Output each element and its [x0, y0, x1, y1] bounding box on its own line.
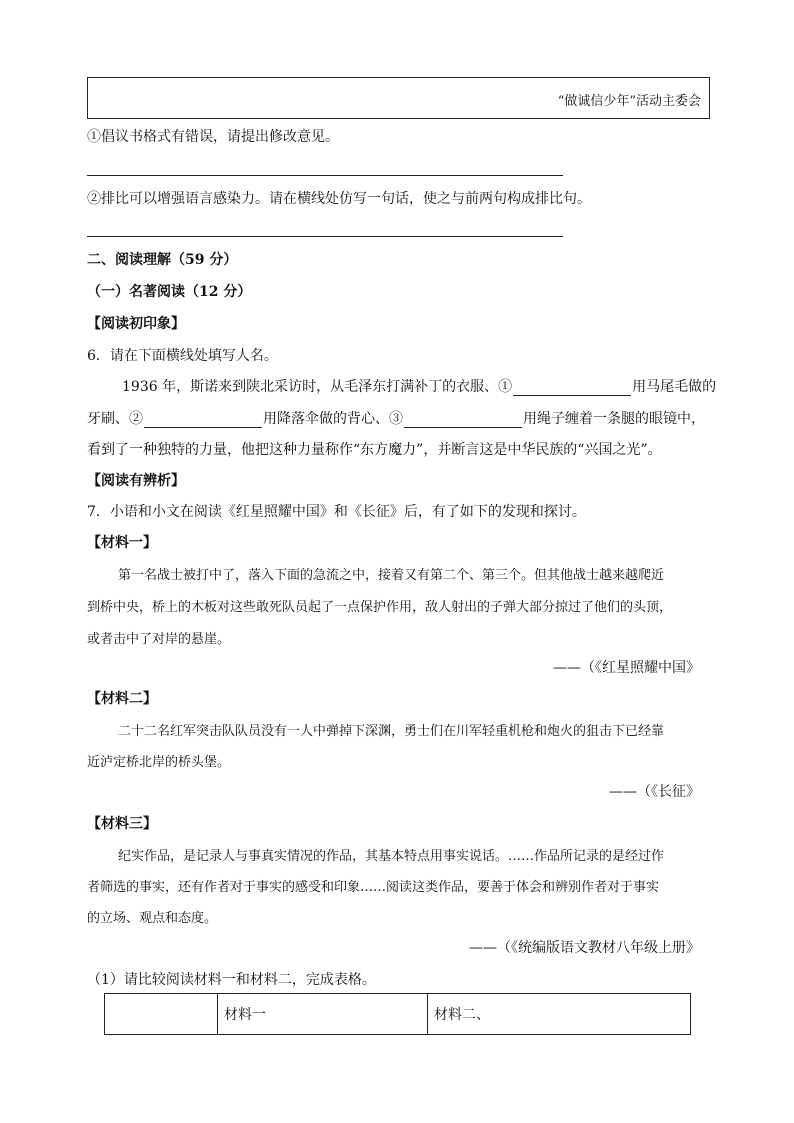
material-1-line: 或者击中了对岸的悬崖。 — [87, 632, 231, 647]
table-cell-empty[interactable] — [105, 994, 218, 1035]
q6-text: 牙刷、② — [87, 411, 143, 427]
q6-text: 1936 年，斯诺来到陕北采访时，从毛泽东打满补丁的衣服、① — [122, 379, 513, 395]
comparison-table — [104, 993, 691, 1035]
q6-text: 用降落伞做的背心、③ — [263, 411, 403, 427]
q6-line-3: 看到了一种独特的力量，他把这种力量称作“东方魔力”，并断言这是中华民族的“兴国之光”。 — [87, 442, 662, 458]
signature: “做诚信少年”活动主委会 — [557, 94, 701, 109]
material-1-line: 到桥中央，桥上的木板对这些敢死队员起了一点保护作用，敌人射出的子弹大部分掠过了他们的头顶， — [87, 600, 673, 615]
answer-line-1[interactable] — [87, 175, 563, 176]
letter-box — [87, 77, 710, 119]
q6-line-1 — [122, 376, 716, 396]
tag-analysis: 【阅读有辨析】 — [87, 473, 185, 489]
material-2-line: 二十二名红军突击队队员没有一人中弹掉下深渊，勇士们在川军轻重机枪和炮火的狙击下已经靠 — [118, 724, 665, 739]
section-title: 二、阅读理解（59 分） — [87, 252, 238, 268]
subsection-title: （一）名著阅读（12 分） — [87, 284, 252, 300]
table-header-material-1: 材料一 — [218, 994, 428, 1035]
question-7: 7．小语和小文在阅读《红星照耀中国》和《长征》后，有了如下的发现和探讨。 — [87, 504, 586, 520]
answer-line-2[interactable] — [87, 236, 563, 237]
question-6: 6．请在下面横线处填写人名。 — [87, 348, 278, 364]
prompt-parallelism: ②排比可以增强语言感染力。请在横线处仿写一句话，使之与前两句构成排比句。 — [87, 191, 591, 207]
material-2-line: 近泸定桥北岸的桥头堡。 — [87, 755, 231, 770]
table-header-material-2: 材料二、 — [428, 994, 691, 1035]
tag-first-impression: 【阅读初印象】 — [87, 316, 185, 332]
material-3-source: ——（《统编版语文教材八年级上册》 — [469, 940, 700, 956]
material-2-label: 【材料二】 — [87, 691, 157, 707]
material-1-label: 【材料一】 — [87, 535, 157, 551]
material-2-source: ——（《长征》 — [609, 784, 700, 800]
blank-1[interactable] — [513, 381, 631, 396]
blank-3[interactable] — [404, 413, 522, 428]
material-1-line: 第一名战士被打中了，落入下面的急流之中，接着又有第二个、第三个。但其他战士越来越爬近 — [118, 568, 665, 583]
material-3-line: 纪实作品，是记录人与事真实情况的作品，其基本特点用事实说话。……作品所记录的是经过作 — [118, 849, 665, 864]
q6-line-2 — [87, 408, 705, 428]
table-row — [105, 994, 691, 1035]
question-7-1: （1）请比较阅读材料一和材料二，完成表格。 — [87, 972, 376, 988]
q6-text: 用绳子缠着一条腿的眼镜中， — [523, 411, 705, 427]
material-1-source: ——（《红星照耀中国》 — [553, 660, 700, 676]
blank-2[interactable] — [144, 413, 262, 428]
q6-text: 用马尾毛做的 — [632, 379, 717, 395]
prompt-format-error: ①倡议书格式有错误，请提出修改意见。 — [87, 129, 339, 145]
material-3-label: 【材料三】 — [87, 816, 157, 832]
material-3-line: 的立场、观点和态度。 — [87, 911, 218, 926]
material-3-line: 者筛选的事实，还有作者对于事实的感受和印象……阅读这类作品，要善于体会和辨别作者对于事实 — [87, 880, 660, 895]
